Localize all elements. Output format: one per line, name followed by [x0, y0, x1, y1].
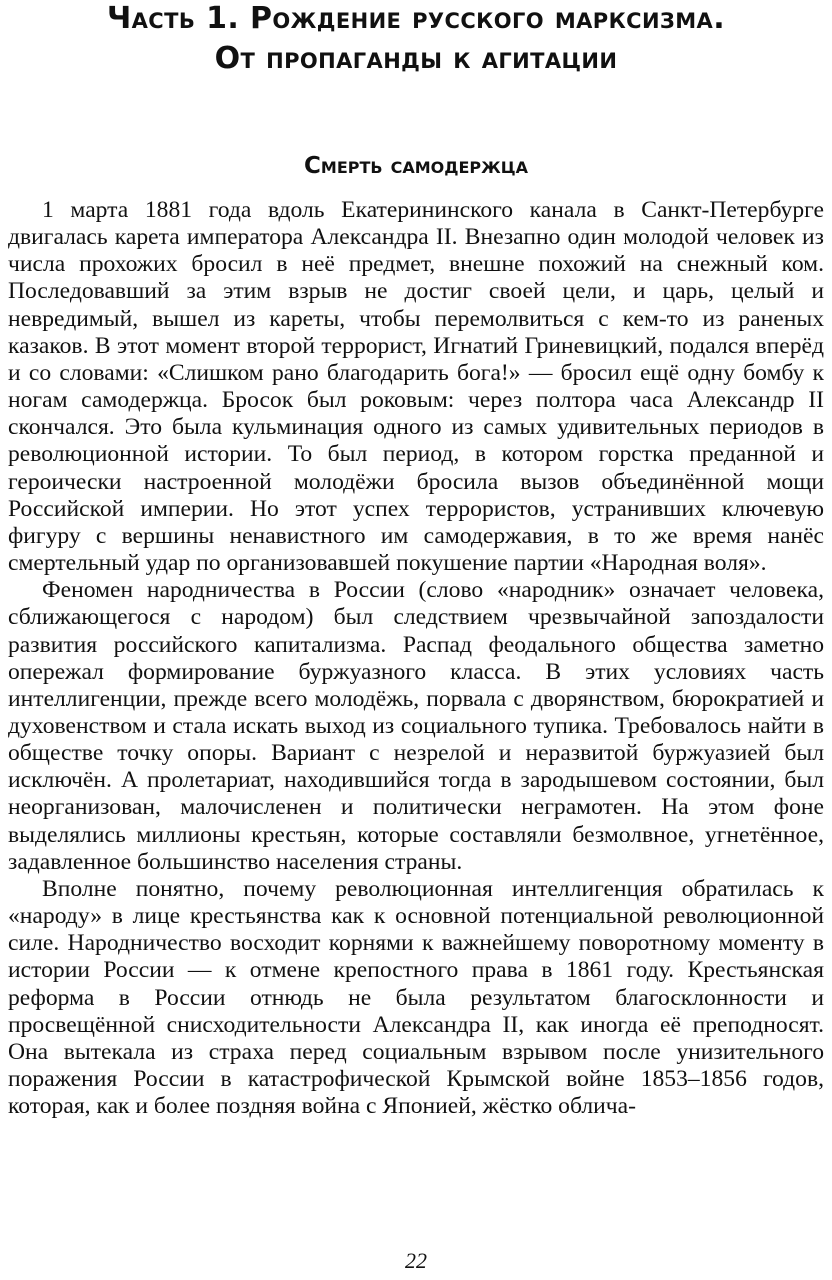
page-number: 22	[405, 1248, 427, 1273]
paragraph-2: Феномен народничества в России (слово «народник» означает человека, сближающегося с народом) был следствием чрезвычайной запоздалости развития российского капитализма. Распад феодального общества заметно опережал формирование буржуазного класса. В этих условиях часть интеллигенции, прежде всего молодёжь, порвала с дворянством, бюрократией и духовенством и стала искать выход из социального тупика. Требовалось найти в обществе точку опоры. Вариант с незрелой и неразвитой буржуазией был исключён. А пролетариат, находившийся тогда в зародышевом состоянии, был неорганизован, малочисленен и политически неграмотен. На этом фоне выделялись миллионы крестьян, которые составляли безмолвное, угнетённое, задавленное большинство населения страны.	[8, 577, 824, 875]
part-title-line-1: Часть 1. Рождение русского марксизма.	[107, 1, 725, 36]
section-title: Смерть самодержца	[304, 153, 528, 179]
body-text	[8, 197, 824, 1120]
paragraph-3: Вполне понятно, почему революционная интеллигенция обратилась к «народу» в лице крестьянства как к основной потенциальной революционной силе. Народничество восходит корнями к важнейшему поворотному моменту в истории России — к отмене крепостного права в 1861 году. Крестьянская реформа в России отнюдь не была результатом благосклонности и просвещённой снисходительности Александра II, как иногда её преподносят. Она вытекала из страха перед социальным взрывом после унизительного поражения России в катастрофической Крымской войне 1853–1856 годов, которая, как и более поздняя война с Японией, жёстко облича-	[8, 875, 824, 1120]
paragraph-1: 1 марта 1881 года вдоль Екатерининского канала в Санкт-Петербурге двигалась карета императора Александра II. Внезапно один молодой человек из числа прохожих бросил в неё предмет, внешне похожий на снежный ком. Последовавший за этим взрыв не достиг своей цели, и царь, целый и невредимый, вышел из кареты, чтобы перемолвиться с кем-то из раненых казаков. В этот момент второй террорист, Игнатий Гриневицкий, подался вперёд и со словами: «Слишком рано благодарить бога!» — бросил ещё одну бомбу к ногам самодержца. Бросок был роковым: через полтора часа Александр II скончался. Это была кульминация одного из самых удивительных периодов в революционной истории. То был период, в котором горстка преданной и героически настроенной молодёжи бросила вызов объединённой мощи Российской империи. Но этот успех террористов, устранивших ключевую фигуру с вершины ненавистного им самодержавия, в то же время нанёс смертельный удар по организовавшей покушение партии «Народная воля».	[8, 197, 824, 577]
part-title-line-2: От пропаганды к агитации	[214, 41, 618, 76]
